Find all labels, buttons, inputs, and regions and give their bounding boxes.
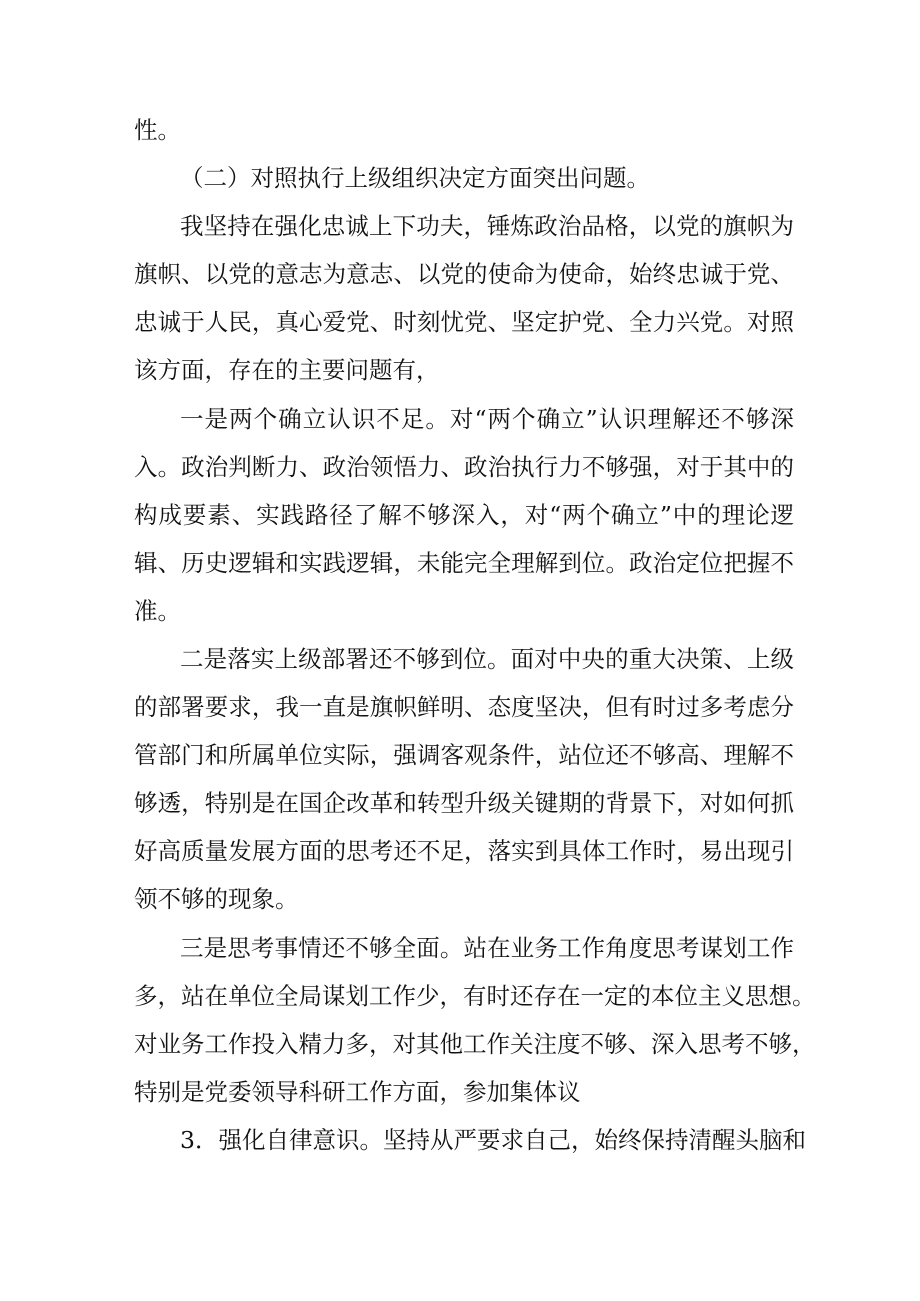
text-line: 管部门和所属单位实际，强调客观条件，站位还不够高、理解不	[134, 741, 794, 769]
text-line: 一是两个确立认识不足。对“两个确立”认识理解还不够深	[180, 405, 794, 433]
text-line: 我坚持在强化忠诚上下功夫，锤炼政治品格，以党的旗帜为	[180, 212, 794, 240]
text-line: 性。	[134, 116, 181, 144]
text-line: 辑、历史逻辑和实践逻辑，未能完全理解到位。政治定位把握不	[134, 549, 794, 577]
text-line: 该方面，存在的主要问题有，	[134, 356, 440, 384]
text-line: 旗帜、以党的意志为意志、以党的使命为使命，始终忠诚于党、	[134, 260, 794, 288]
text-line: 对业务工作投入精力多，对其他工作关注度不够、深入思考不够，	[134, 1030, 816, 1058]
text-line: 构成要素、实践路径了解不够深入，对“两个确立”中的理论逻	[134, 501, 794, 529]
text-line: 3．强化自律意识。坚持从严要求自己，始终保持清醒头脑和	[180, 1126, 806, 1154]
text-line: 多，站在单位全局谋划工作少，有时还存在一定的本位主义思想。	[134, 982, 816, 1010]
text-line: 忠诚于人民，真心爱党、时刻忧党、坚定护党、全力兴党。对照	[134, 308, 794, 336]
text-line: 入。政治判断力、政治领悟力、政治执行力不够强，对于其中的	[134, 453, 794, 481]
text-line: 的部署要求，我一直是旗帜鲜明、态度坚决，但有时过多考虑分	[134, 693, 794, 721]
text-line: 特别是党委领导科研工作方面，参加集体议	[134, 1078, 581, 1106]
text-line: 三是思考事情还不够全面。站在业务工作角度思考谋划工作	[180, 934, 794, 962]
text-line: 够透，特别是在国企改革和转型升级关键期的背景下，对如何抓	[134, 789, 794, 817]
text-line: 领不够的现象。	[134, 885, 299, 913]
text-line: 准。	[134, 597, 181, 625]
section-heading: （二）对照执行上级组织决定方面突出问题。	[180, 164, 650, 192]
text-line: 二是落实上级部署还不够到位。面对中央的重大决策、上级	[180, 645, 794, 673]
text-line: 好高质量发展方面的思考还不足，落实到具体工作时，易出现引	[134, 837, 794, 865]
